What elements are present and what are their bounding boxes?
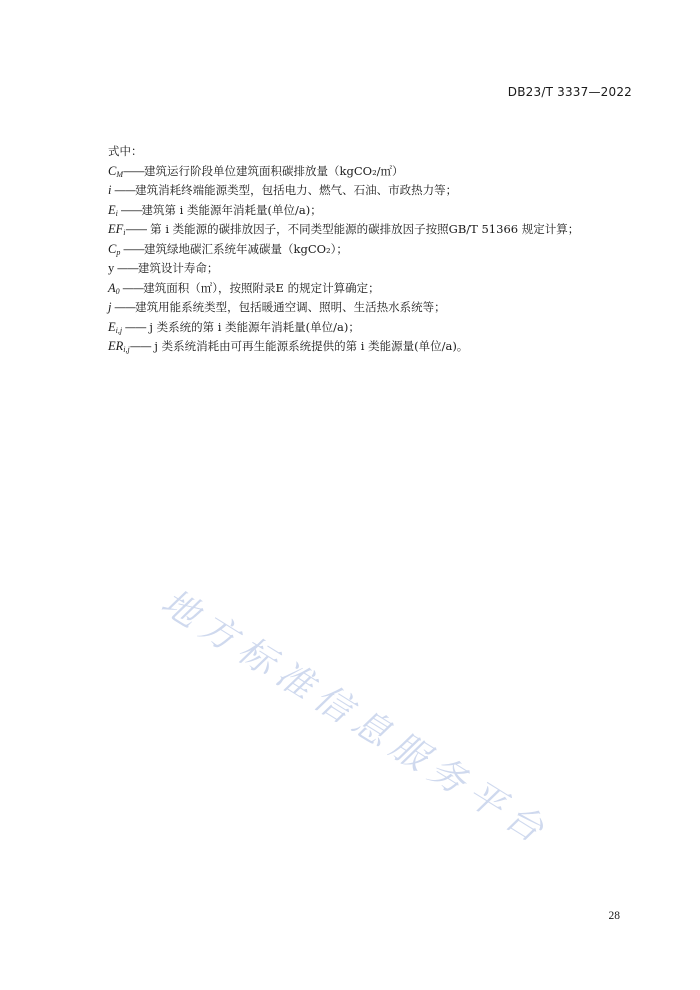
definition-text: 建筑设计寿命； [137,261,219,275]
symbol-base: y [108,261,115,275]
definition-separator: —— [122,319,146,334]
formula-definitions [108,142,628,357]
definition-symbol [108,242,120,256]
definition-row [108,259,628,279]
symbol-subscript: i,j [115,325,123,335]
definition-text: 建筑运行阶段单位建筑面积碳排放量（kgCO₂/㎡） [144,163,404,178]
symbol-base: C [108,241,117,256]
definition-row [108,337,628,357]
definition-text: 建筑消耗终端能源类型，包括电力、燃气、石油、市政热力等； [135,183,458,197]
definitions-intro: 式中： [108,144,143,158]
symbol-subscript: i,j [123,345,130,354]
definition-text: j 类系统消耗由可再生能源系统提供的第 i 类能源量(单位/a)。 [150,339,469,353]
definition-text: 建筑用能系统类型，包括暖通空调、照明、生活热水系统等； [135,300,446,314]
definition-separator: —— [125,222,147,236]
symbol-base: i [108,183,112,197]
symbol-base: E [108,319,116,334]
symbol-subscript: 0 [115,286,120,296]
definition-separator: —— [120,241,144,256]
symbol-subscript: i [115,208,118,218]
standard-code: DB23/T 3337—2022 [507,85,632,99]
definition-text: j 类系统的第 i 类能源年消耗量(单位/a)； [145,319,360,334]
symbol-base: C [108,163,117,178]
definition-text: 建筑绿地碳汇系统年减碳量（kgCO₂）； [144,241,348,256]
definition-text: 建筑第 i 类能源年消耗量(单位/a)； [141,202,322,217]
page-number: 28 [608,910,620,922]
watermark: 地方标准信息服务平台 [154,581,558,856]
definition-separator: —— [117,202,142,217]
definition-row [108,318,628,338]
definition-row [108,162,628,182]
definition-text: 建筑面积（㎡），按照附录E 的规定计算确定； [143,280,380,295]
definition-row [108,181,628,201]
definition-separator: —— [119,280,144,295]
definition-separator: —— [111,300,136,314]
definition-symbol [108,281,120,295]
symbol-subscript: i [123,228,126,237]
definition-separator: —— [123,163,145,178]
definition-row [108,298,628,318]
definition-row [108,240,628,260]
definition-separator: —— [129,339,151,353]
definition-symbol [108,339,130,353]
symbol-subscript: M [116,169,124,179]
definition-row [108,220,628,240]
definition-symbol [108,164,123,178]
symbol-subscript: p [116,247,121,257]
symbol-base: EF [108,222,124,236]
definition-row [108,201,628,221]
symbol-base: E [108,202,116,217]
definition-symbol [108,320,122,334]
definition-symbol [108,222,126,236]
definition-row [108,279,628,299]
definition-symbol [108,203,118,217]
definition-separator: —— [114,261,138,275]
symbol-base: A [108,280,116,295]
symbol-base: j [108,300,112,314]
definition-text: 第 i 类能源的碳排放因子，不同类型能源的碳排放因子按照GB/T 51366 规定计算； [146,222,580,236]
definition-separator: —— [111,183,136,197]
definitions-list [108,162,628,357]
symbol-base: ER [108,339,124,353]
